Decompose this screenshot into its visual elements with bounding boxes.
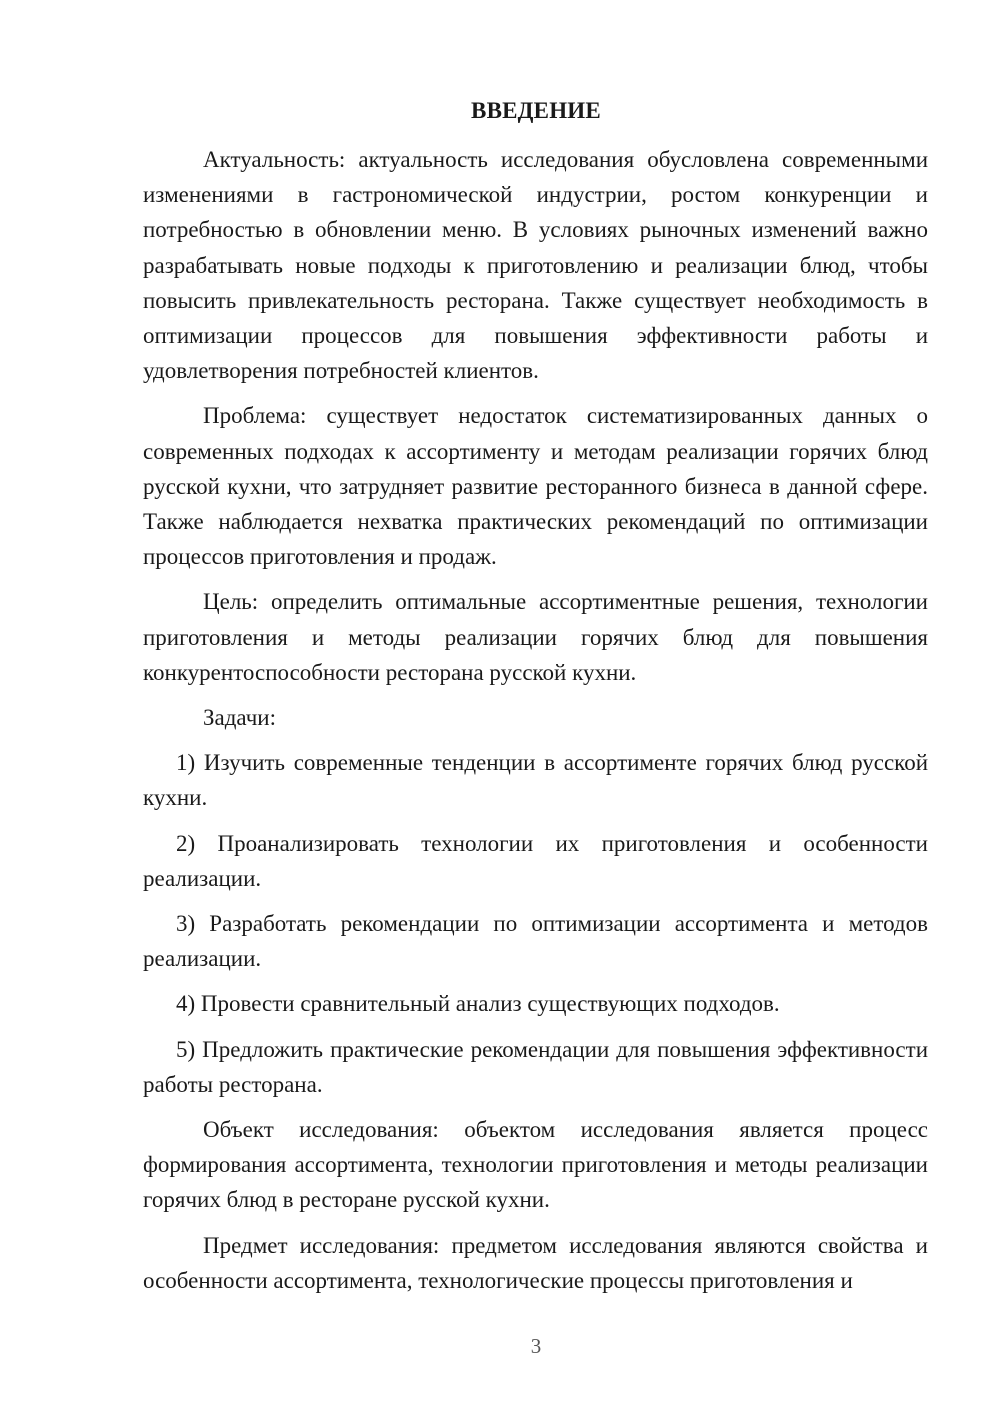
paragraph-object: Объект исследования: объектом исследования является процесс формирования ассортимента, технологии приготовления и методы реализации горячих блюд в ресторане русской кухни. <box>143 1117 928 1213</box>
task-item-1: 1) Изучить современные тенденции в ассортименте горячих блюд русской кухни. <box>143 750 928 811</box>
task-item-3: 3) Разработать рекомендации по оптимизации ассортимента и методов реализации. <box>143 911 928 972</box>
page-number: 3 <box>530 1334 542 1358</box>
document-body <box>143 142 928 1308</box>
task-item-5: 5) Предложить практические рекомендации для повышения эффективности работы ресторана. <box>143 1036 928 1097</box>
paragraph-subject: Предмет исследования: предметом исследования являются свойства и особенности ассортимента, технологические процессы приготовления и <box>143 1232 928 1293</box>
paragraph-goal: Цель: определить оптимальные ассортиментные решения, технологии приготовления и методы реализации горячих блюд для повышения конкурентоспособности ресторана русской кухни. <box>143 589 928 685</box>
task-item-4: 4) Провести сравнительный анализ существующих подходов. <box>176 991 780 1017</box>
task-item-2: 2) Проанализировать технологии их приготовления и особенности реализации. <box>143 830 928 891</box>
paragraph-tasks-heading: Задачи: <box>203 705 276 731</box>
section-heading: ВВЕДЕНИЕ <box>471 98 601 123</box>
paragraph-relevance: Актуальность: актуальность исследования обусловлена современными изменениями в гастрономической индустрии, ростом конкуренции и потребностью в обновлении меню. В условиях рыночных изменений важно разрабатывать новые подходы к приготовлению и реализации блюд, чтобы повысить привлекательность ресторана. Также существует необходимость в оптимизации процессов для повышения эффективности работы и удовлетворения потребностей клиентов. <box>143 147 928 384</box>
paragraph-problem: Проблема: существует недостаток систематизированных данных о современных подходах к ассортименту и методам реализации горячих блюд русской кухни, что затрудняет развитие ресторанного бизнеса в данной сфере. Также наблюдается нехватка практических рекомендаций по оптимизации процессов приготовления и продаж. <box>143 403 928 570</box>
